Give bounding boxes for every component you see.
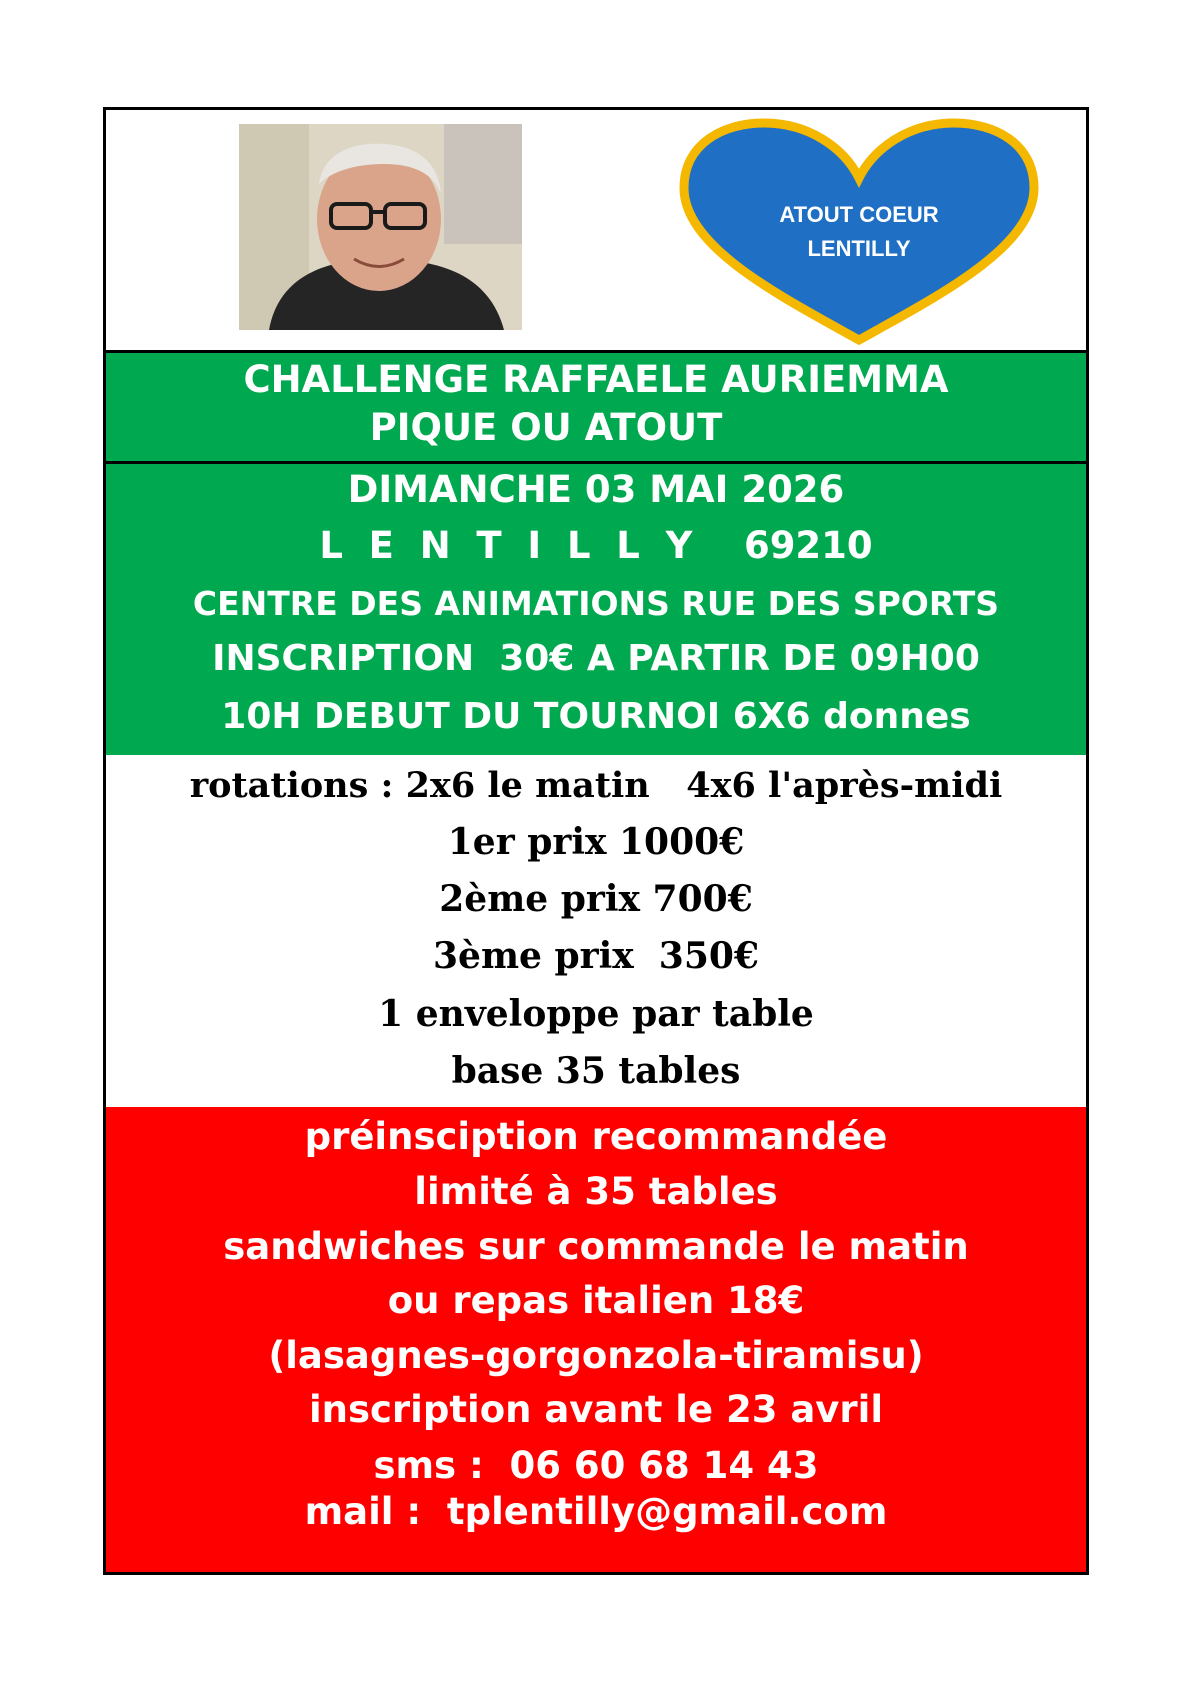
info-section [106, 1107, 1086, 1572]
info-line-3: sandwiches sur commande le matin [223, 1225, 969, 1268]
event-start: 10H DEBUT DU TOURNOI 6X6 donnes [221, 696, 971, 737]
title-line-1: CHALLENGE RAFFAELE AURIEMMA [243, 358, 949, 401]
title-band [106, 350, 1086, 464]
logo-line-1: ATOUT COEUR [779, 202, 939, 227]
flyer-frame [103, 107, 1089, 1575]
prize-base: base 35 tables [451, 1050, 741, 1092]
event-venue: CENTRE DES ANIMATIONS RUE DES SPORTS [192, 584, 1000, 623]
event-date: DIMANCHE 03 MAI 2026 [347, 468, 845, 511]
event-band [106, 464, 1086, 755]
prize-first: 1er prix 1000€ [447, 821, 745, 863]
logo-line-2: LENTILLY [807, 236, 911, 261]
prizes-rotations: rotations : 2x6 le matin 4x6 l'après-midi [189, 765, 1003, 806]
portrait-photo [239, 124, 522, 330]
info-line-1: préinsciption recommandée [304, 1115, 888, 1158]
prizes-section [106, 755, 1086, 1107]
info-line-8: mail : tplentilly@gmail.com [304, 1490, 888, 1533]
info-line-4: ou repas italien 18€ [387, 1279, 805, 1322]
event-town: L E N T I L L Y 69210 [319, 524, 873, 567]
heart-icon [664, 118, 1054, 348]
flyer-header [106, 110, 1086, 349]
info-line-7: sms : 06 60 68 14 43 [373, 1444, 819, 1487]
atout-coeur-logo [664, 118, 1054, 348]
prize-second: 2ème prix 700€ [439, 878, 753, 920]
prize-envelope: 1 enveloppe par table [378, 993, 814, 1035]
info-line-6: inscription avant le 23 avril [308, 1388, 884, 1431]
event-registration: INSCRIPTION 30€ A PARTIR DE 09H00 [212, 638, 980, 679]
prize-third: 3ème prix 350€ [432, 935, 760, 977]
info-line-2: limité à 35 tables [414, 1170, 778, 1213]
info-line-5: (lasagnes-gorgonzola-tiramisu) [268, 1334, 924, 1377]
title-line-2: PIQUE OU ATOUT [369, 406, 723, 449]
